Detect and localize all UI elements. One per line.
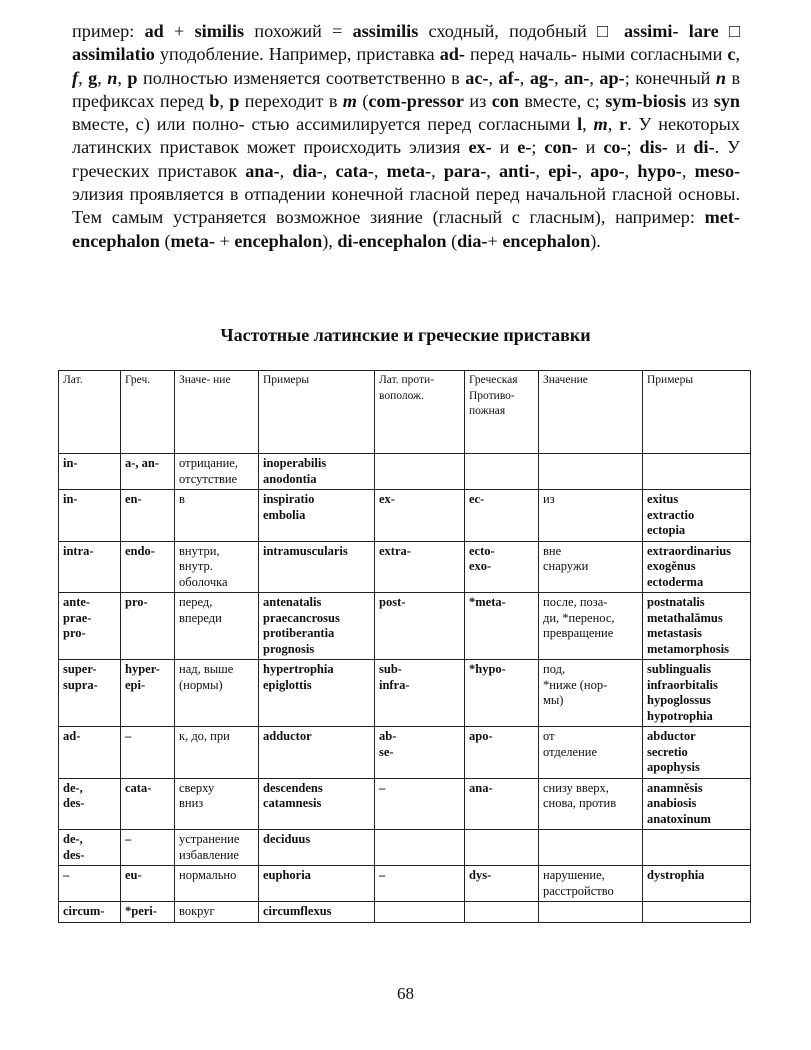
cell-examples [259, 541, 375, 593]
cell-greek [121, 454, 175, 490]
cell-greek-opposite [465, 660, 539, 727]
cell-line: расстройство [543, 883, 614, 898]
cell-line: exo- [469, 559, 492, 573]
cell-line: extractio [647, 507, 695, 522]
cell-meaning [175, 866, 259, 902]
cell-line: мы) [543, 693, 564, 707]
cell-line: нормально [179, 868, 237, 882]
cell-line: circum- [63, 904, 105, 918]
cell-line: euphoria [263, 868, 311, 882]
cell-line: устранение [179, 832, 240, 846]
cell-lat [59, 454, 121, 490]
cell-examples [259, 593, 375, 660]
cell-examples-opposite [643, 593, 751, 660]
cell-line: cata- [125, 780, 152, 795]
cell-line: inspiratio [263, 492, 315, 506]
cell-lat-opposite [375, 454, 465, 490]
cell-line: epi- [125, 677, 146, 692]
cell-examples-opposite [643, 541, 751, 593]
cell-greek-opposite [465, 541, 539, 593]
cell-line: extraordinarius [647, 543, 732, 558]
cell-line: dys- [469, 868, 492, 882]
cell-line [647, 456, 746, 472]
header-meaning-opposite: Значение [539, 371, 643, 454]
cell-line: anatoxinum [647, 811, 711, 826]
cell-meaning-opposite [539, 778, 643, 830]
cell-line [543, 904, 638, 920]
cell-line: apo- [469, 729, 493, 743]
cell-line [647, 832, 746, 848]
cell-line: adductor [263, 729, 312, 743]
cell-meaning [175, 490, 259, 542]
intro-text: пример: ad + similis похожий = assimilis сходный, подобный □ assimi- lare □ assimilatio уподобление. Например, приставка ad- перед началь- ными согласными c, f, g, n, p полностью изменяется соответственно в ac-, af-, ag-, an-, ap-; конечный n в префиксах перед b, p переходит в m (com-pressor из con вместе, с; sym-biosis из syn вместе, с) или полно- стью ассимилируется перед согласными l, m, r. У некоторых латинских приставок может происходить элизия ex- и e-; con- и co-; dis- и di-. У греческих приставок ana-, dia-, cata-, meta-, para-, anti-, epi-, apo-, hypo-, meso- элизия проявляется в отпадении конечной гласной перед начальной гласной основы. Тем самым устраняется возможное зияние (гласный с гласным), например: met-encephalon (meta- + encephalon), di-encephalon (dia-+ encephalon). [72, 21, 741, 251]
cell-line: ab- [379, 729, 397, 743]
cell-line: extra- [379, 543, 411, 558]
cell-greek-opposite [465, 454, 539, 490]
cell-line: из [543, 492, 555, 506]
cell-line: eu- [125, 868, 142, 882]
cell-examples [259, 454, 375, 490]
cell-meaning [175, 727, 259, 779]
cell-line: epiglottis [263, 677, 312, 692]
cell-meaning-opposite [539, 593, 643, 660]
cell-line: вниз [179, 796, 204, 810]
cell-lat-opposite [375, 660, 465, 727]
cell-line: de-, [63, 832, 83, 846]
table-row [59, 541, 751, 593]
cell-line: сверху [179, 780, 215, 795]
cell-meaning-opposite [539, 660, 643, 727]
cell-examples-opposite [643, 866, 751, 902]
table-row [59, 593, 751, 660]
cell-greek [121, 660, 175, 727]
cell-line: anamněsis [647, 780, 703, 795]
cell-line: endo- [125, 543, 155, 558]
cell-examples-opposite [643, 454, 751, 490]
table-row [59, 866, 751, 902]
cell-lat [59, 902, 121, 923]
cell-lat [59, 727, 121, 779]
cell-line: post- [379, 595, 406, 609]
cell-line: descendens [263, 780, 323, 795]
cell-greek-opposite [465, 902, 539, 923]
header-lat-opposite: Лат. проти- вополож. [375, 371, 465, 454]
cell-greek-opposite [465, 490, 539, 542]
cell-line [543, 832, 638, 848]
cell-lat [59, 593, 121, 660]
cell-line: supra- [63, 677, 98, 692]
cell-line: под, [543, 662, 566, 676]
cell-line [469, 904, 534, 920]
table-body [59, 454, 751, 923]
table-title: Частотные латинские и греческие приставки [220, 325, 591, 345]
cell-line: embolia [263, 507, 306, 522]
cell-line: des- [63, 796, 85, 810]
cell-line: перед, [179, 595, 213, 609]
table-row [59, 727, 751, 779]
cell-line: intramuscularis [263, 543, 348, 558]
cell-line: *hypo- [469, 662, 506, 676]
cell-line: внутри, [179, 543, 220, 558]
cell-line: над, выше [179, 662, 234, 676]
cell-greek-opposite [465, 830, 539, 866]
cell-meaning-opposite [539, 727, 643, 779]
cell-lat-opposite [375, 778, 465, 830]
cell-greek-opposite [465, 593, 539, 660]
cell-greek [121, 593, 175, 660]
cell-line: protiberantia [263, 626, 335, 640]
cell-greek [121, 866, 175, 902]
cell-line: infra- [379, 677, 410, 692]
cell-line: – [379, 868, 386, 882]
cell-line: снова, против [543, 796, 617, 810]
cell-line: hypertrophia [263, 662, 334, 676]
cell-lat-opposite [375, 902, 465, 923]
cell-line: впереди [179, 610, 222, 625]
cell-line: exitus [647, 492, 679, 506]
cell-line: ante- [63, 595, 91, 609]
cell-examples-opposite [643, 778, 751, 830]
cell-meaning-opposite [539, 490, 643, 542]
cell-meaning-opposite [539, 830, 643, 866]
cell-meaning [175, 830, 259, 866]
cell-meaning [175, 778, 259, 830]
header-examples: Примеры [259, 371, 375, 454]
cell-line: – [63, 868, 70, 882]
page-number: 68 [397, 984, 414, 1003]
cell-examples-opposite [643, 830, 751, 866]
cell-line: sublingualis [647, 662, 711, 676]
cell-greek [121, 727, 175, 779]
cell-line: ecto- [469, 543, 495, 558]
cell-line: metathalămus [647, 610, 723, 625]
cell-line: снизу вверх, [543, 780, 609, 795]
cell-line: intra- [63, 543, 94, 558]
cell-line: hypoglossus [647, 693, 711, 707]
cell-line: inoperabilis [263, 456, 327, 470]
cell-line [543, 456, 638, 472]
cell-line: ana- [469, 780, 493, 795]
cell-line: оболочка [179, 574, 228, 589]
cell-line: hyper- [125, 662, 160, 676]
cell-line: после, поза- [543, 595, 608, 609]
cell-line: super- [63, 662, 97, 676]
cell-line: вне [543, 543, 562, 558]
cell-meaning [175, 593, 259, 660]
cell-line: in- [63, 456, 78, 470]
cell-lat [59, 541, 121, 593]
cell-line: ди, *перенос, [543, 610, 615, 625]
cell-line: в [179, 492, 185, 506]
cell-lat-opposite [375, 541, 465, 593]
cell-line: dystrophia [647, 868, 705, 882]
cell-line: – [125, 832, 132, 846]
header-meaning: Значе- ние [175, 371, 259, 454]
cell-examples [259, 866, 375, 902]
cell-line: ectopia [647, 523, 686, 537]
cell-examples [259, 902, 375, 923]
cell-greek [121, 830, 175, 866]
cell-line: apophysis [647, 760, 700, 774]
cell-line: отделение [543, 744, 598, 759]
cell-line: – [379, 780, 386, 795]
cell-examples [259, 830, 375, 866]
cell-lat-opposite [375, 593, 465, 660]
cell-lat [59, 778, 121, 830]
table-row [59, 660, 751, 727]
cell-meaning-opposite [539, 866, 643, 902]
cell-examples-opposite [643, 727, 751, 779]
cell-greek-opposite [465, 727, 539, 779]
cell-line: sub- [379, 662, 402, 676]
cell-line: от [543, 729, 555, 743]
cell-line: ectoderma [647, 574, 704, 589]
cell-line: deciduus [263, 832, 311, 846]
cell-line: вокруг [179, 904, 215, 918]
cell-meaning [175, 454, 259, 490]
cell-line: избавление [179, 847, 239, 862]
header-greek: Греч. [121, 371, 175, 454]
cell-line: en- [125, 492, 142, 506]
cell-line: *peri- [125, 904, 157, 918]
cell-examples [259, 778, 375, 830]
cell-line: ad- [63, 729, 81, 743]
cell-meaning [175, 541, 259, 593]
prefix-table [58, 370, 751, 923]
cell-meaning [175, 902, 259, 923]
cell-examples [259, 727, 375, 779]
cell-line: abductor [647, 729, 696, 743]
header-examples-opposite: Примеры [643, 371, 751, 454]
cell-line: anabiosis [647, 796, 697, 810]
cell-examples-opposite [643, 660, 751, 727]
cell-line: anodontia [263, 471, 317, 486]
table-row [59, 778, 751, 830]
cell-line: circumflexus [263, 904, 332, 918]
header-lat: Лат. [59, 371, 121, 454]
cell-line: *meta- [469, 595, 506, 609]
cell-lat [59, 866, 121, 902]
cell-lat-opposite [375, 830, 465, 866]
cell-meaning-opposite [539, 541, 643, 593]
cell-meaning-opposite [539, 454, 643, 490]
cell-greek-opposite [465, 866, 539, 902]
cell-line: metastasis [647, 626, 702, 640]
cell-line: infraorbitalis [647, 677, 718, 692]
cell-lat-opposite [375, 866, 465, 902]
cell-line: postnatalis [647, 595, 705, 609]
cell-line: нарушение, [543, 868, 605, 882]
cell-examples-opposite [643, 490, 751, 542]
cell-line: antenatalis [263, 595, 322, 609]
cell-line: *ниже (нор- [543, 677, 608, 692]
intro-paragraph [72, 20, 740, 253]
cell-meaning [175, 660, 259, 727]
cell-line: des- [63, 847, 85, 862]
cell-line: prae- [63, 610, 92, 625]
cell-line: отрицание, [179, 456, 238, 470]
table-row [59, 490, 751, 542]
cell-line: in- [63, 492, 78, 506]
cell-line: (нормы) [179, 677, 223, 692]
cell-line: pro- [125, 595, 148, 609]
cell-line [647, 904, 746, 920]
cell-line: внутр. [179, 559, 213, 573]
cell-line: exogěnus [647, 559, 696, 573]
cell-line: – [125, 729, 132, 743]
cell-lat [59, 490, 121, 542]
header-greek-opposite: Греческая Противо- пожная [465, 371, 539, 454]
cell-examples [259, 490, 375, 542]
cell-line: praecancrosus [263, 610, 340, 625]
cell-lat-opposite [375, 727, 465, 779]
cell-line [379, 832, 460, 848]
cell-line: снаружи [543, 559, 589, 573]
cell-line: se- [379, 744, 394, 759]
cell-line: ex- [379, 492, 395, 506]
cell-line: превращение [543, 626, 614, 640]
cell-line [469, 832, 534, 848]
cell-examples-opposite [643, 902, 751, 923]
table-row [59, 830, 751, 866]
cell-lat [59, 830, 121, 866]
cell-greek [121, 541, 175, 593]
cell-examples [259, 660, 375, 727]
cell-line: prognosis [263, 641, 315, 656]
cell-line: secretio [647, 744, 688, 759]
cell-line: ec- [469, 492, 485, 506]
cell-lat-opposite [375, 490, 465, 542]
cell-greek [121, 902, 175, 923]
cell-greek [121, 490, 175, 542]
cell-line: metamorphosis [647, 641, 729, 656]
cell-line: de-, [63, 780, 83, 795]
cell-line [379, 904, 460, 920]
cell-lat [59, 660, 121, 727]
cell-line: catamnesis [263, 796, 322, 810]
table-row [59, 454, 751, 490]
cell-line: pro- [63, 626, 86, 640]
cell-line: a-, an- [125, 456, 160, 470]
cell-line [379, 456, 460, 472]
cell-line [469, 456, 534, 472]
cell-meaning-opposite [539, 902, 643, 923]
cell-greek-opposite [465, 778, 539, 830]
table-header-row [59, 371, 751, 454]
cell-greek [121, 778, 175, 830]
cell-line: отсутствие [179, 471, 238, 486]
cell-line: hypotrophia [647, 708, 713, 723]
table-row [59, 902, 751, 923]
cell-line: к, до, при [179, 729, 230, 743]
